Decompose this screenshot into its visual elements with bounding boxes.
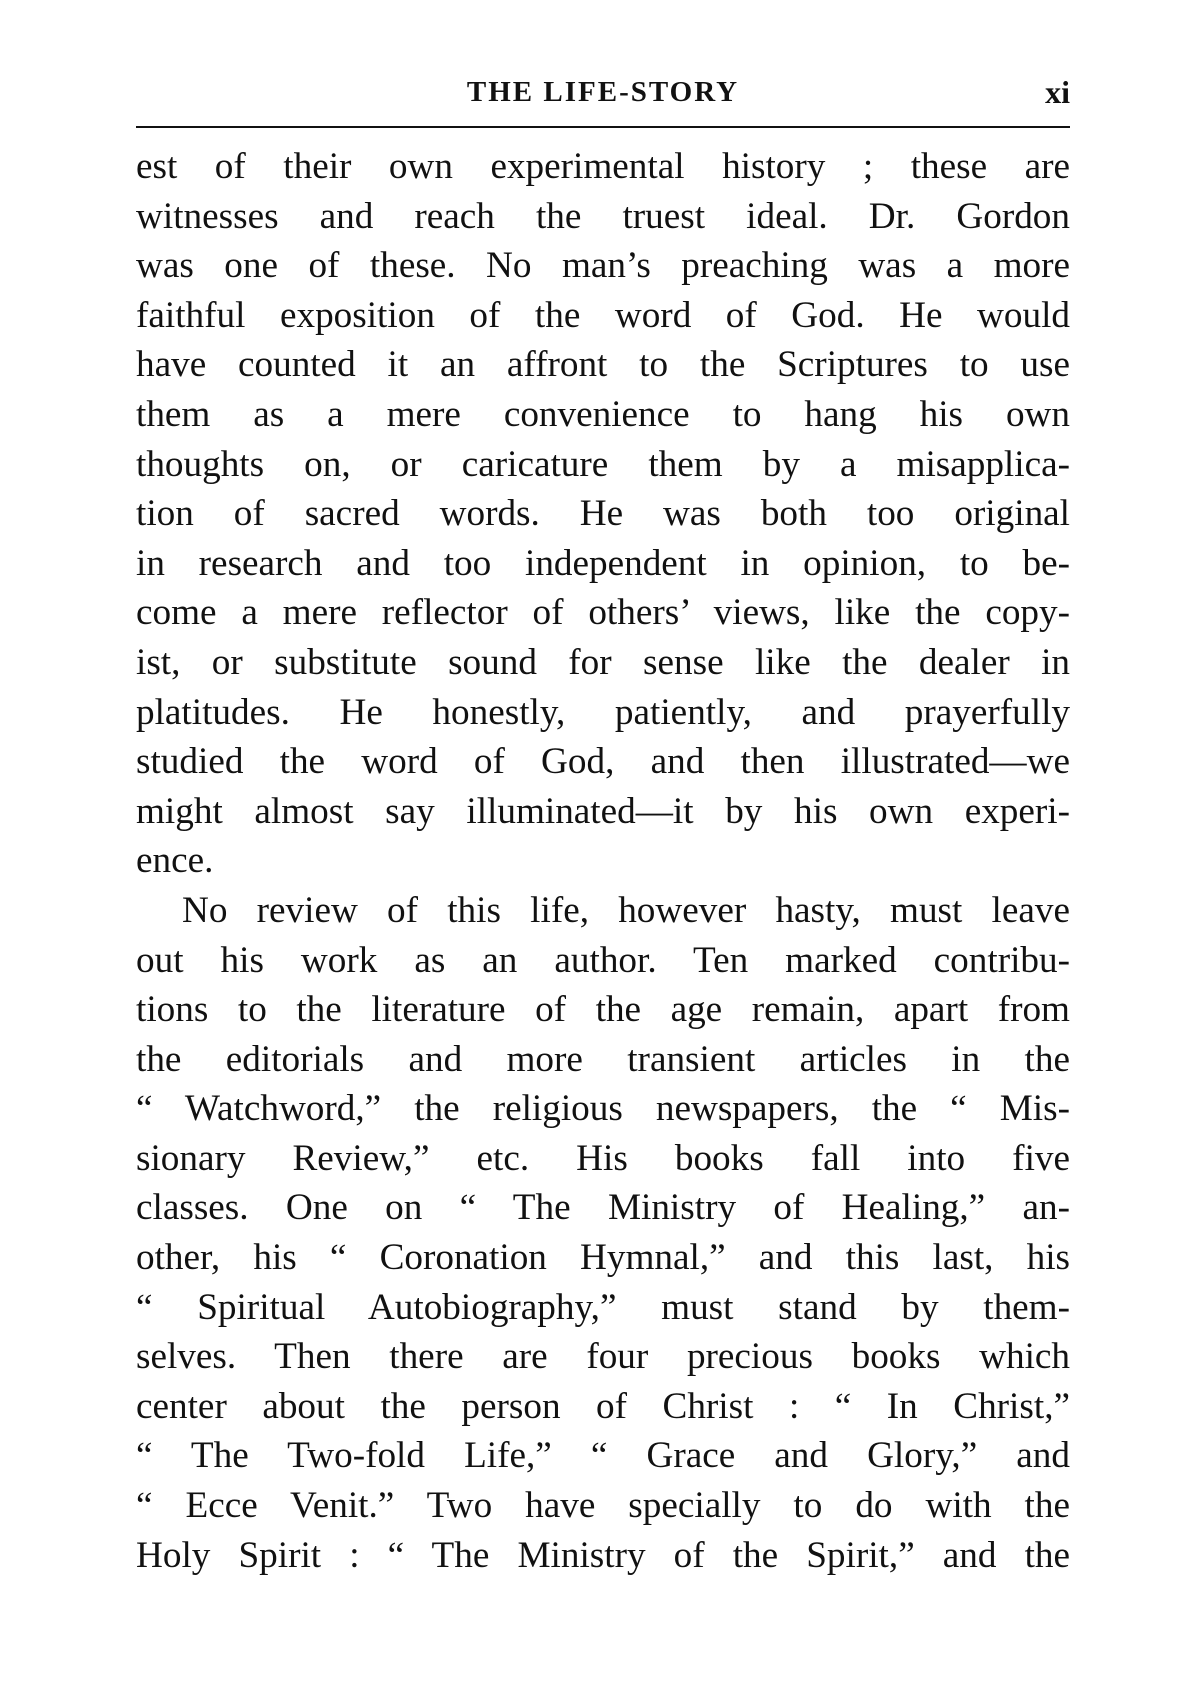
running-head: THE LIFE-STORY bbox=[466, 76, 740, 108]
text-line: other, his “ Coronation Hymnal,” and this last, his bbox=[136, 1237, 1070, 1279]
page-number: xi bbox=[1045, 74, 1070, 110]
text-line: tion of sacred words. He was both too original bbox=[136, 493, 1070, 535]
body-text bbox=[136, 142, 1070, 1580]
text-line: witnesses and reach the truest ideal. Dr. Gordon bbox=[136, 195, 1070, 237]
text-line: sionary Review,” etc. His books fall into five bbox=[136, 1137, 1070, 1179]
text-line: “ Watchword,” the religious newspapers, the “ Mis- bbox=[136, 1088, 1070, 1130]
text-line: classes. One on “ The Ministry of Healing,” an- bbox=[136, 1187, 1070, 1229]
text-line: come a mere reflector of others’ views, like the copy- bbox=[136, 592, 1070, 634]
page-header bbox=[136, 70, 1070, 128]
text-line: ist, or substitute sound for sense like the dealer in bbox=[136, 641, 1070, 683]
text-line: platitudes. He honestly, patiently, and prayerfully bbox=[136, 691, 1070, 733]
text-line: est of their own experimental history ; these are bbox=[136, 146, 1070, 187]
text-line: tions to the literature of the age remain, apart from bbox=[136, 989, 1070, 1031]
text-line: might almost say illuminated—it by his own experi- bbox=[136, 790, 1070, 832]
book-page bbox=[136, 70, 1070, 1580]
text-line: selves. Then there are four precious books which bbox=[136, 1336, 1070, 1378]
text-line: studied the word of God, and then illustrated—we bbox=[136, 741, 1070, 783]
text-line: “ Ecce Venit.” Two have specially to do with the bbox=[136, 1485, 1070, 1527]
text-line: in research and too independent in opinion, to be- bbox=[136, 542, 1070, 584]
text-line: “ Spiritual Autobiography,” must stand by them- bbox=[136, 1286, 1070, 1328]
text-line: center about the person of Christ : “ In Christ,” bbox=[136, 1385, 1070, 1427]
text-line: them as a mere convenience to hang his own bbox=[136, 393, 1070, 435]
text-line: No review of this life, however hasty, must leave bbox=[182, 889, 1070, 931]
text-line: ence. bbox=[136, 840, 214, 882]
text-line: the editorials and more transient articles in the bbox=[136, 1038, 1070, 1080]
text-line: have counted it an affront to the Scriptures to use bbox=[136, 344, 1070, 386]
text-line: Holy Spirit : “ The Ministry of the Spirit,” and the bbox=[136, 1534, 1070, 1576]
text-line: thoughts on, or caricature them by a misapplica- bbox=[136, 443, 1070, 485]
text-line: was one of these. No man’s preaching was a more bbox=[136, 245, 1070, 287]
text-line: “ The Two-fold Life,” “ Grace and Glory,” and bbox=[136, 1435, 1070, 1477]
text-line: faithful exposition of the word of God. He would bbox=[136, 294, 1070, 336]
text-line: out his work as an author. Ten marked contribu- bbox=[136, 939, 1070, 981]
